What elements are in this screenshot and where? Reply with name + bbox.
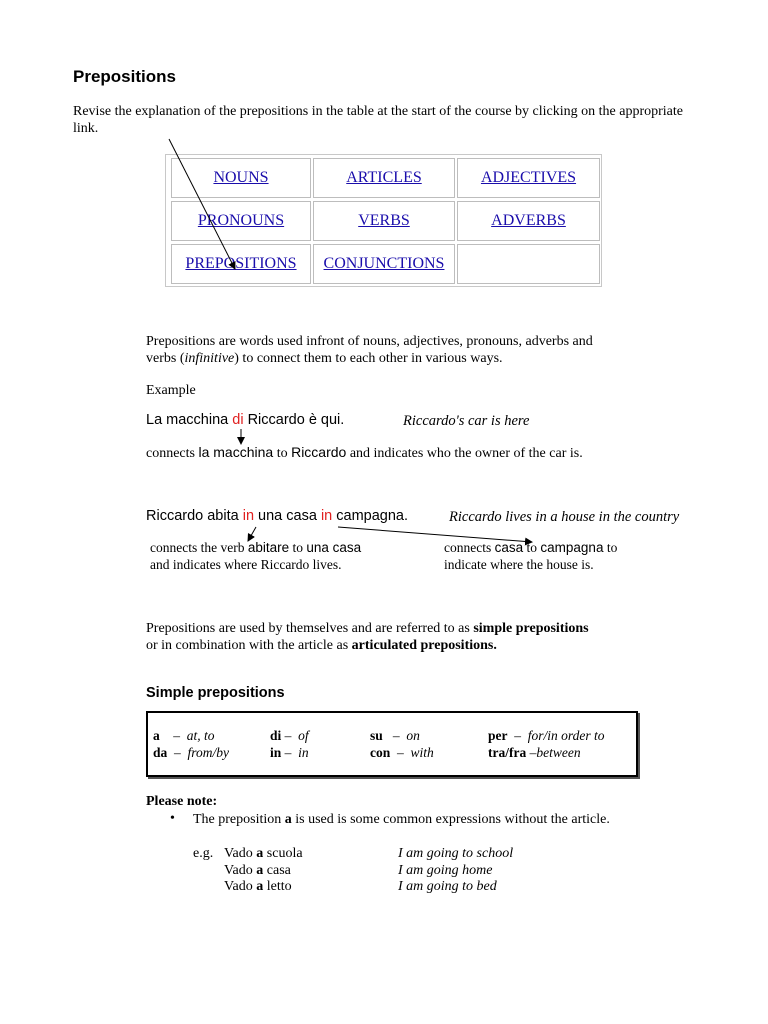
note-translation-2: I am going home [398,863,493,878]
intro-text: Revise the explanation of the prepositions in the table at the start of the course by clicking on the appropriate link. [73,104,683,136]
example1-sentence: La macchina di Riccardo è qui. [146,412,345,428]
highlight-di: di [232,412,244,428]
note-label: Please note: [146,794,218,809]
prep-da: da – from/by [153,745,230,760]
page-title: Prepositions [73,67,176,86]
usage-line2: or in combination with the article as articulated prepositions. [146,638,497,653]
link-verbs[interactable]: VERBS [358,212,410,229]
eg-label: e.g. [193,846,214,861]
prep-su: su – on [370,728,420,743]
note-translation-1: I am going to school [398,846,514,861]
arrow-to-prepositions-link [169,139,235,269]
link-adverbs[interactable]: ADVERBS [491,212,566,229]
definition-line1: Prepositions are words used infront of nouns, adjectives, pronouns, adverbs and [146,334,593,349]
example2-left-line2: and indicates where Riccardo lives. [150,557,342,572]
prep-per: per – for/in order to [488,728,605,743]
prep-tra-fra: tra/fra –between [488,745,581,760]
simple-prepositions-heading: Simple prepositions [146,685,285,701]
example1-explanation: connects la macchina to Riccardo and indicates who the owner of the car is. [146,444,583,461]
usage-line1: Prepositions are used by themselves and are referred to as simple prepositions [146,621,589,636]
link-articles[interactable]: ARTICLES [346,169,422,186]
example2-translation: Riccardo lives in a house in the country [449,509,680,525]
prep-in: in – in [270,745,309,760]
note-example-2: Vado a casa [224,863,291,878]
highlight-in-second: in [320,508,333,524]
note-text: The preposition a is used is some common expressions without the article. [193,812,610,827]
prep-di: di – of [270,728,309,743]
example2-right-line2: indicate where the house is. [444,557,594,572]
example2-left-line1: connects the verb abitare to una casa [150,540,362,555]
example-label: Example [146,383,196,398]
definition-line2: verbs (infinitive) to connect them to each other in various ways. [146,351,503,366]
note-example-3: Vado a letto [224,879,292,894]
note-translation-3: I am going to bed [398,879,497,894]
prep-con: con – with [370,745,434,760]
link-prepositions[interactable]: PREPOSITIONS [185,255,297,272]
link-nouns[interactable]: NOUNS [213,169,269,186]
simple-prepositions-table [146,711,638,777]
highlight-in-first: in [242,508,255,524]
note-example-1: Vado a scuola [224,846,303,861]
bullet-icon: • [170,811,175,826]
example2-sentence: Riccardo abita in una casa in campagna. [146,508,409,524]
link-adjectives[interactable]: ADJECTIVES [480,169,577,186]
prep-a: a – at, to [153,728,215,743]
example1-translation: Riccardo's car is here [403,413,530,429]
link-conjunctions[interactable]: CONJUNCTIONS [323,255,445,272]
link-pronouns[interactable]: PRONOUNS [197,212,285,229]
arrow-in-first [248,527,256,541]
example2-right-line1: connects casa to campagna to [444,540,618,555]
